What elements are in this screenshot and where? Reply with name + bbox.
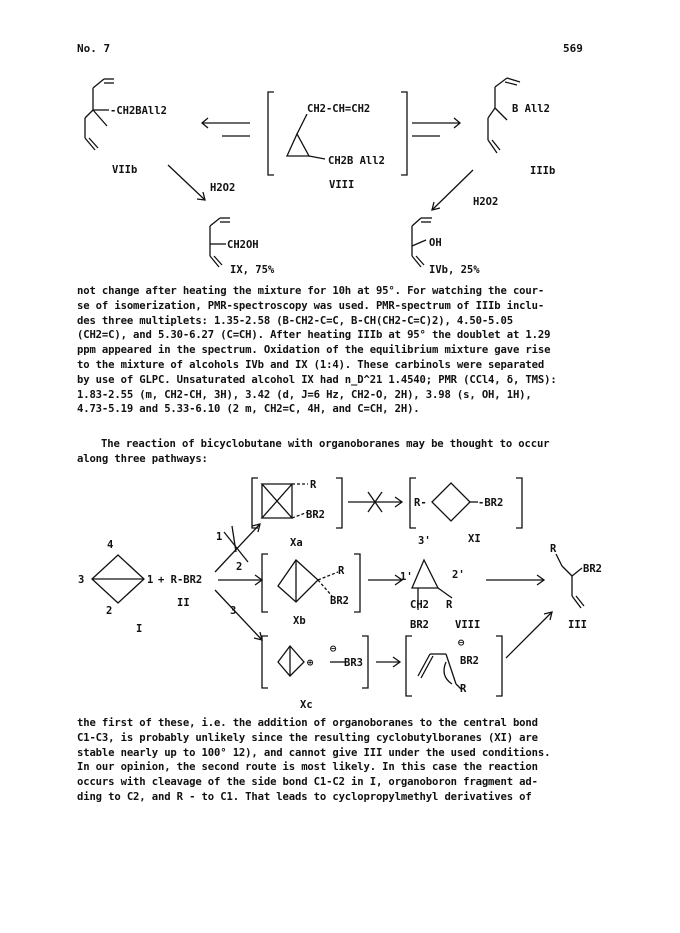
h2o2-left: H2O2 <box>210 182 236 194</box>
xa-structure <box>252 478 342 528</box>
arrow-viii-to-iii <box>486 575 544 585</box>
i-label: I <box>136 623 143 635</box>
xa-r: R <box>310 479 317 491</box>
text-line: des three multiplets: 1.35-2.58 (B-CH2-C=C, B-CH(CH2-C=C)2), 4.50-5.05 <box>77 314 513 327</box>
ix-label: IX, 75% <box>230 264 275 276</box>
blocked-arrow-to-xi <box>348 492 402 512</box>
viii-ch2: CH2 <box>410 599 429 611</box>
h2o2-right: H2O2 <box>473 196 499 208</box>
xa-br: BR2 <box>306 509 325 521</box>
viii-side-group: CH2B All2 <box>328 155 385 167</box>
scheme-1-svg <box>0 60 680 280</box>
iii-structure <box>556 554 584 608</box>
viii-2prime: 2' <box>452 569 465 581</box>
ix-group: CH2OH <box>227 239 259 251</box>
xb-br: BR2 <box>330 595 349 607</box>
xi-label: XI <box>468 533 481 545</box>
text-line: occurs with cleavage of the side bond C1-C2 in I, organoboron fragment ad- <box>77 776 538 789</box>
reaction-scheme-isomerization <box>0 60 680 280</box>
iii-label: III <box>568 619 587 631</box>
xc-minus-charge: ⊖ <box>330 643 337 655</box>
xc-plus-charge: ⊕ <box>307 657 314 669</box>
viii-top-group: CH2-CH=CH2 <box>307 103 371 115</box>
pathway-2-label: 2 <box>236 561 243 573</box>
paragraph-pathway-discussion <box>77 716 607 805</box>
text-line: ding to C2, and R - to C1. That leads to cyclopropylmethyl derivatives of <box>77 790 532 803</box>
page-number: 569 <box>563 42 583 55</box>
iiib-label: IIIb <box>530 165 556 177</box>
reagent: + R-BR2 <box>158 574 203 586</box>
viii-1prime: 1' <box>400 571 413 583</box>
viii-br: BR2 <box>410 619 429 631</box>
arrow-xb-to-viii <box>368 575 402 585</box>
viii-label: VIII <box>329 179 355 191</box>
text-line: se of isomerization, PMR-spectroscopy was used. PMR-spectrum of IIIb inclu- <box>77 299 545 312</box>
viii-label: VIII <box>455 619 481 631</box>
viib-label: VIIb <box>112 164 138 176</box>
text-line: (CH2=C), and 5.30-6.27 (C=CH). After heating IIIb at 95° the doublet at 1.29 <box>77 329 551 342</box>
page-journal-number: No. 7 <box>77 42 111 55</box>
xb-r: R <box>338 565 345 577</box>
scheme-2-svg <box>0 462 680 712</box>
xi-structure <box>410 478 522 528</box>
paragraph-isomerization <box>77 284 607 417</box>
arrow-xc-to-open <box>376 657 400 667</box>
arrow-open-to-iii <box>506 612 552 658</box>
pathway-3-label: 3 <box>230 605 237 617</box>
text-line: 4.73-5.19 and 5.33-6.10 (2 m, CH2=C, 4H, and C=CH, 2H). <box>77 403 420 416</box>
text-line: the first of these, i.e. the addition of organoboranes to the central bond <box>77 717 538 729</box>
open-br2: BR2 <box>460 655 479 667</box>
xi-br: -BR2 <box>478 497 504 509</box>
i-structure <box>92 555 144 603</box>
ii-label: II <box>177 597 190 609</box>
text-line: stable nearly up to 100° 12), and cannot give III under the used conditions. <box>77 746 551 759</box>
reaction-scheme-pathways <box>0 462 680 712</box>
iiib-group: B All2 <box>512 103 550 115</box>
text-line: C1-C3, is probably unlikely since the resulting cyclobutylboranes (XI) are <box>77 731 538 744</box>
equilibrium-arrows-right <box>412 118 460 136</box>
text-line: not change after heating the mixture for 10h at 95°. For watching the cour- <box>77 285 545 297</box>
text-line: 1.83-2.55 (m, CH2-CH, 3H), 3.42 (d, J=6 Hz, CH2-O, 2H), 3.98 (s, OH, 1H), <box>77 388 532 401</box>
iii-br: BR2 <box>583 563 602 575</box>
text-line: ppm appeared in the spectrum. Oxidation of the equilibrium mixture gave rise <box>77 344 551 357</box>
text-line: In our opinion, the second route is most likely. In this case the reaction <box>77 761 538 774</box>
viii-3prime: 3' <box>418 535 431 547</box>
ivb-group: OH <box>429 237 442 249</box>
xa-label: Xa <box>290 537 303 549</box>
iii-r: R <box>550 543 557 555</box>
open-intermediate-structure <box>406 636 502 696</box>
atom-1: 1 <box>147 574 154 586</box>
pathway-1-label: 1 <box>216 531 223 543</box>
atom-2: 2 <box>106 605 113 617</box>
text-line: to the mixture of alcohols IVb and IX (1:4). These carbinols were separated <box>77 358 545 371</box>
xb-label: Xb <box>293 615 306 627</box>
viib-group: -CH2BAll2 <box>110 105 167 117</box>
ivb-label: IVb, 25% <box>429 264 480 276</box>
text-line: by use of GLPC. Unsaturated alcohol IX had n_D^21 1.4540; PMR (CCl4, δ, TMS): <box>77 373 557 386</box>
text-line: The reaction of bicyclobutane with organoboranes may be thought to occur <box>101 438 550 450</box>
equilibrium-arrows-left <box>202 118 250 136</box>
iiib-structure <box>488 78 520 153</box>
open-r: R <box>460 683 467 695</box>
atom-4: 4 <box>107 539 114 551</box>
xc-label: Xc <box>300 699 313 711</box>
xi-r: R- <box>414 497 427 509</box>
viii-r: R <box>446 599 453 611</box>
text-line: along three pathways: <box>77 452 208 465</box>
xc-br3: BR3 <box>344 657 363 669</box>
open-minus-charge: ⊖ <box>458 637 465 649</box>
atom-3: 3 <box>78 574 85 586</box>
